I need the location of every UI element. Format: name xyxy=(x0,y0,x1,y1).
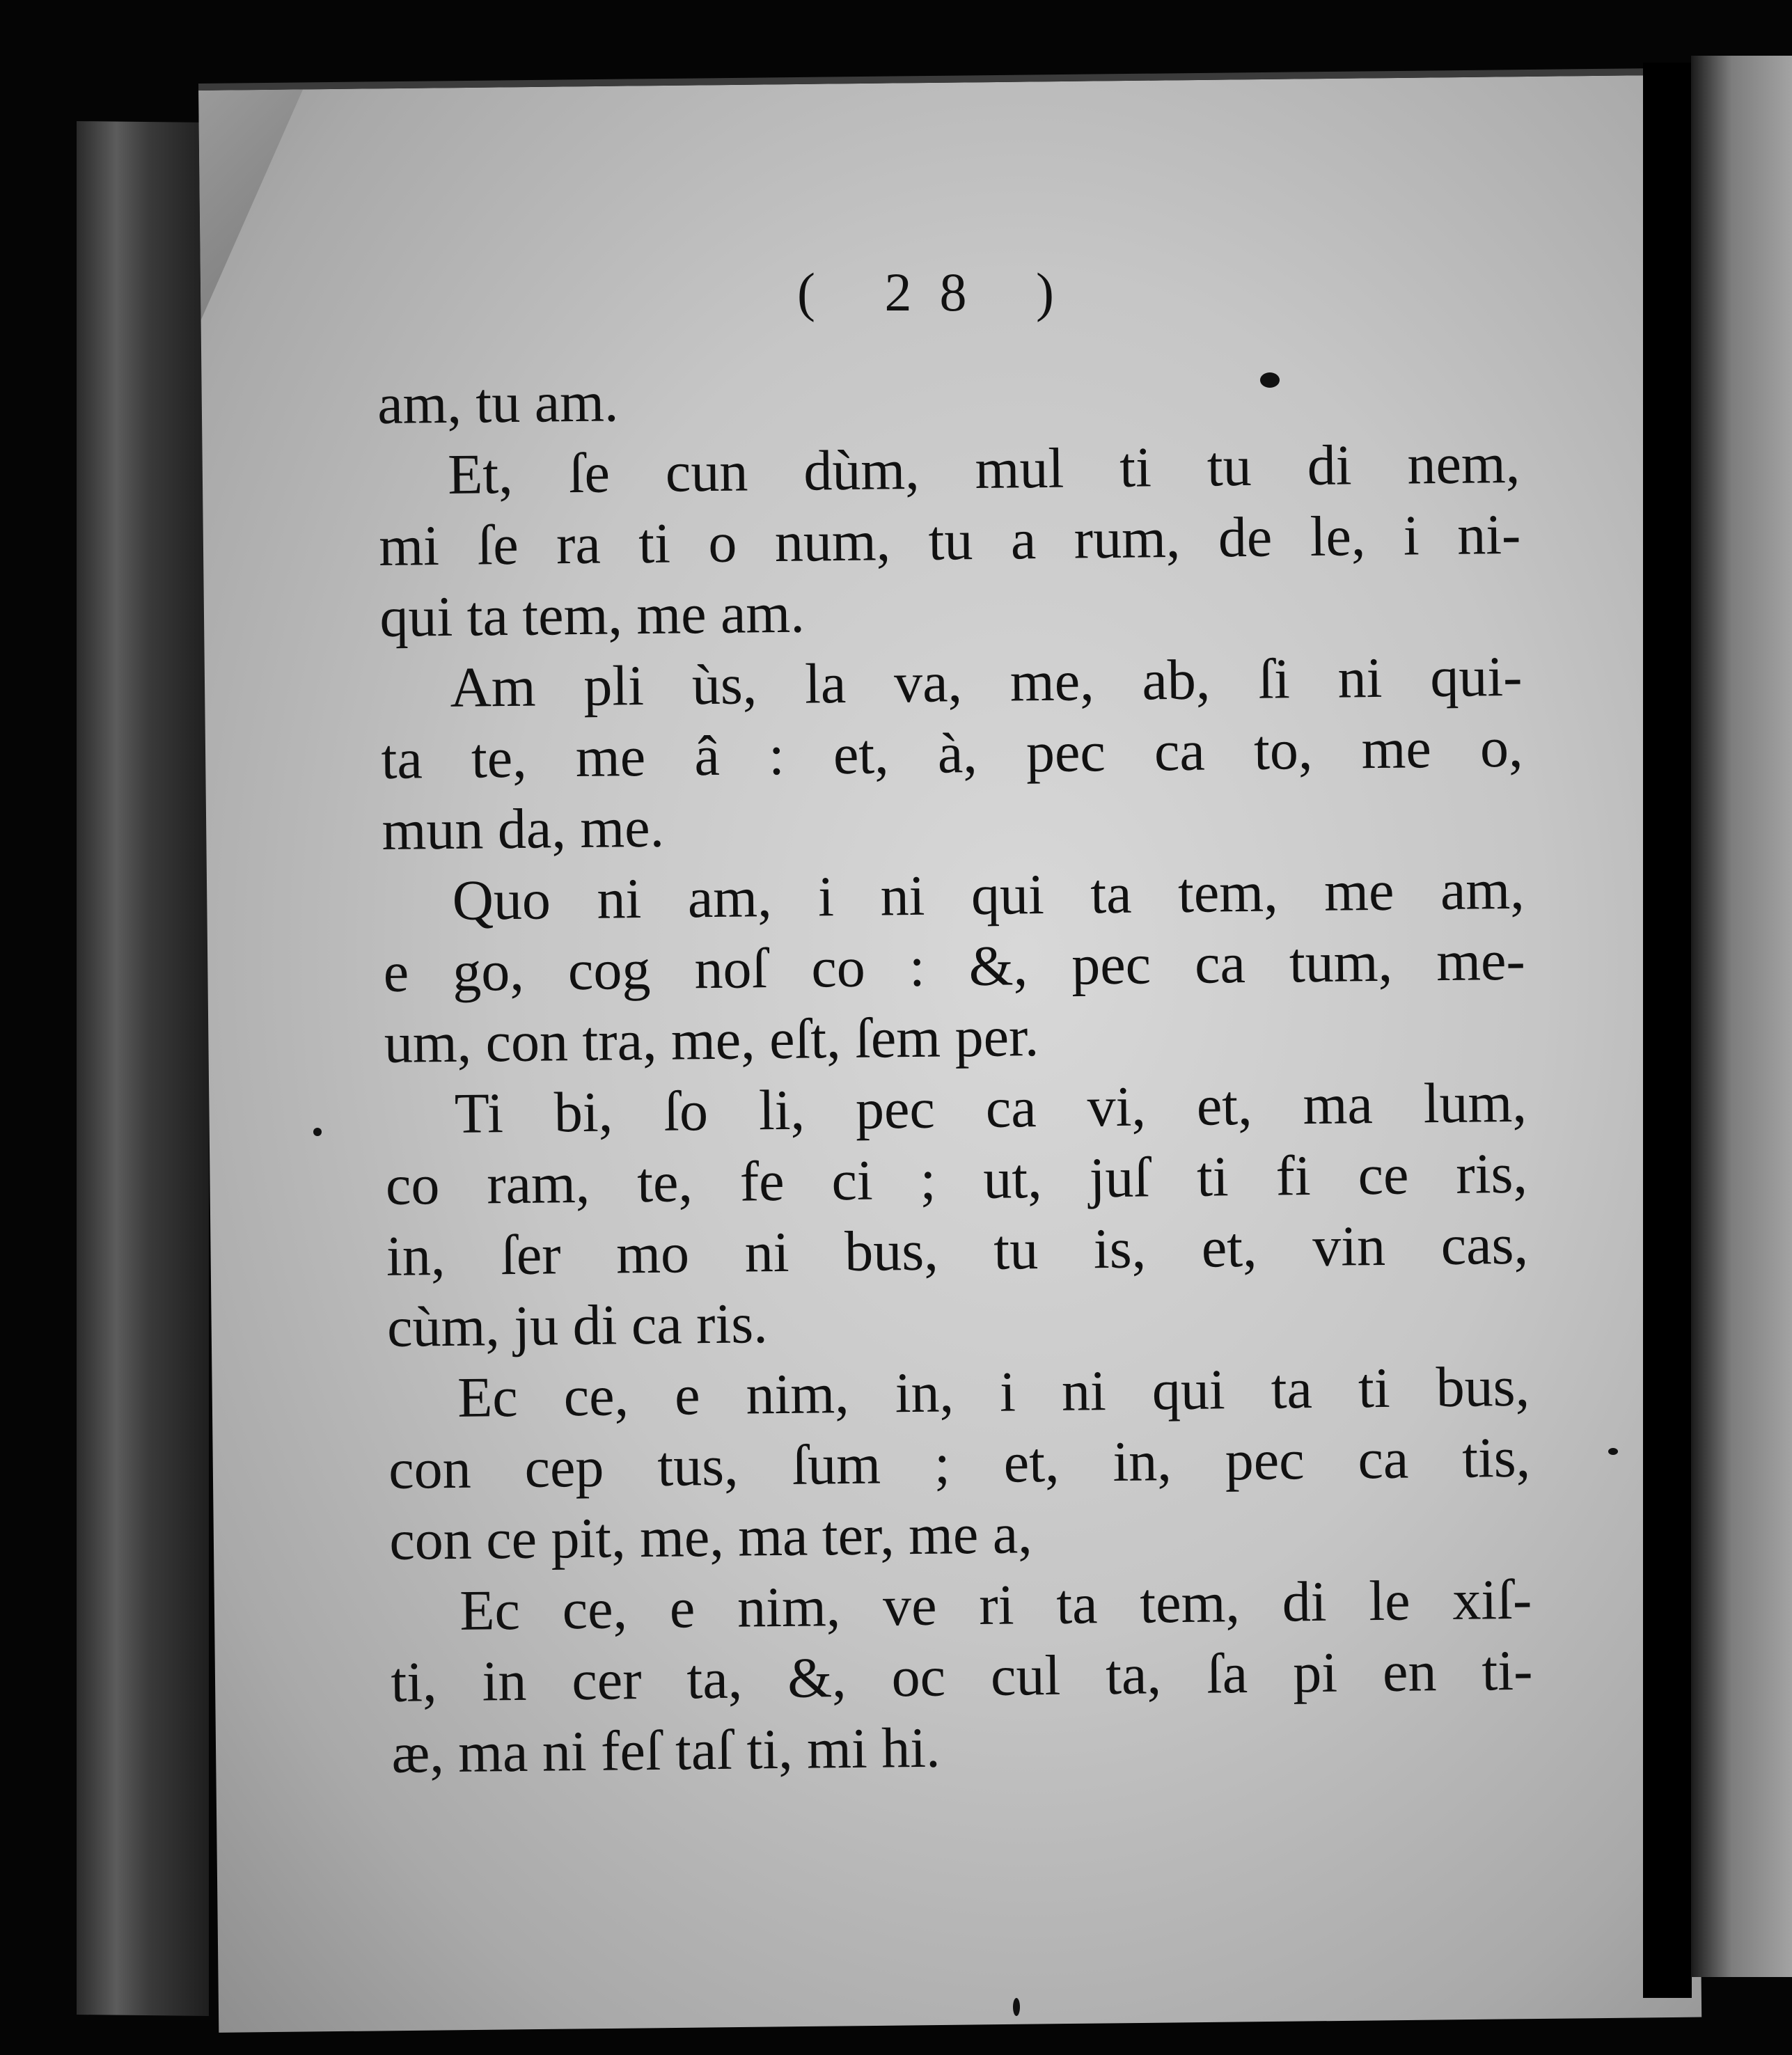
text-line: Ec ce, e nim, ve ri ta tem, di le xiſ- xyxy=(459,1567,1532,1642)
ink-speck xyxy=(1013,1998,1020,2016)
text-line: e go, cog noſ co : &, pec ca tum, me- xyxy=(383,928,1526,1004)
text-line: um, con tra, me, eſt, ſem per. xyxy=(384,1005,1039,1075)
page-corner-fold xyxy=(198,89,305,320)
ink-speck xyxy=(1608,1448,1618,1455)
paragraph xyxy=(382,854,1526,1079)
text-line: Ti bi, ſo li, pec ca vi, et, ma lum, xyxy=(454,1070,1527,1145)
paragraph xyxy=(384,1067,1529,1363)
text-line: Ec ce, e nim, in, i ni qui ta ti bus, xyxy=(457,1354,1530,1429)
text-line: am, tu am. xyxy=(377,370,619,436)
text-line: mi ſe ra ti o num, tu a rum, de le, i ni- xyxy=(378,502,1521,578)
ink-speck xyxy=(1260,372,1280,388)
paragraph xyxy=(380,641,1524,866)
text-line: Am pli ùs, la va, me, ab, ſi ni qui- xyxy=(449,644,1523,719)
paragraph xyxy=(378,428,1522,653)
paragraph xyxy=(377,357,1520,440)
text-line: qui ta tem, me am. xyxy=(379,581,805,649)
paragraph xyxy=(388,1351,1532,1576)
text-line: cùm, ju di ca ris. xyxy=(386,1291,769,1359)
text-line: in, ſer mo ni bus, tu is, et, vin cas, xyxy=(386,1212,1529,1288)
book-spine-edge xyxy=(77,121,209,2016)
text-line: ta te, me â : et, à, pec ca to, me o, xyxy=(381,715,1523,791)
page-gutter xyxy=(1643,63,1692,1998)
ink-speck xyxy=(313,1128,322,1136)
paragraph xyxy=(390,1564,1534,1789)
text-line: con ce pit, me, ma ter, me a, xyxy=(388,1502,1033,1572)
text-line: co ram, te, fe ci ; ut, juſ ti fi ce ris, xyxy=(385,1141,1528,1217)
text-line: mun da, me. xyxy=(382,795,665,862)
text-line: Et, ſe cun dùm, mul ti tu di nem, xyxy=(447,431,1520,506)
text-line: con cep tus, ſum ; et, in, pec ca tis, xyxy=(388,1425,1531,1501)
text-line: ti, in cer ta, &, oc cul ta, ſa pi en ti- xyxy=(390,1638,1533,1714)
adjacent-page-edge xyxy=(1691,56,1792,1977)
page-number: ( 28 ) xyxy=(797,262,1082,322)
text-line: æ, ma ni feſ taſ ti, mi hi. xyxy=(391,1715,941,1785)
text-line: Quo ni am, i ni qui ta tem, me am, xyxy=(452,857,1525,932)
text-body xyxy=(376,246,1534,1789)
